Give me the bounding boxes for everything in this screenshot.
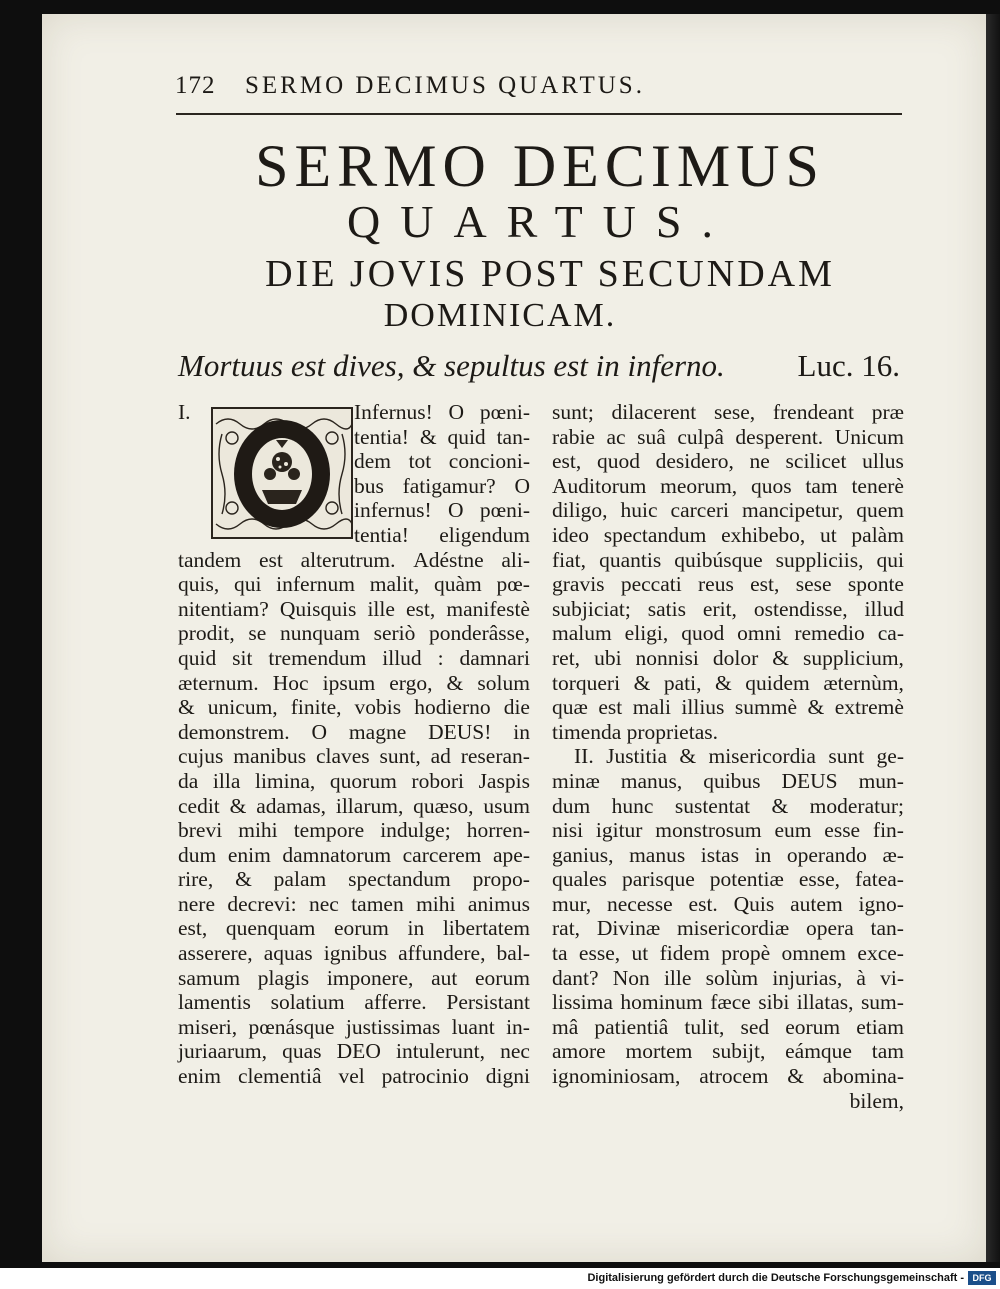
text-line: infernus! O pœni-	[354, 498, 530, 523]
epigraph-reference: Luc. 16.	[797, 348, 900, 383]
page-number: 172	[175, 72, 216, 99]
text-line: rire, & palam spectandum propo-	[178, 867, 530, 892]
text-line: torqueri & pati, & quidem æternùm,	[552, 670, 904, 695]
sermon-subtitle-line-1: DIE JOVIS POST SECUNDAM	[265, 253, 835, 295]
text-line: cedit & adamas, illarum, quæso, usum	[178, 793, 530, 818]
running-head	[175, 72, 775, 104]
text-line: nere decrevi: nec tamen mihi animus	[178, 891, 530, 916]
text-line: dum enim damnatorum carcerem ape-	[178, 842, 530, 867]
text-line: samum plagis imponere, aut eorum	[178, 965, 530, 990]
text-line: ret, ubi nonnisi dolor & supplicium,	[552, 645, 904, 670]
footer-credit: Digitalisierung gefördert durch die Deutsche Forschungsgemeinschaft -	[587, 1272, 964, 1284]
text-line: mâ patientiâ tulit, sed eorum etiam	[552, 1014, 904, 1039]
text-line: subjiciat; satis erit, ostendisse, illud	[552, 596, 904, 621]
text-line: & unicum, finite, vobis hodierno die	[178, 695, 530, 720]
text-line: rat, Divinæ misericordiæ opera tan-	[552, 916, 904, 941]
right-column	[552, 400, 904, 1113]
text-line: nitentiam? Quisquis ille est, manifestè	[178, 596, 530, 621]
text-line: Infernus! O pœni-	[354, 400, 530, 424]
text-line: ignominiosam, atrocem & abomina-	[552, 1064, 904, 1089]
text-line: Auditorum meorum, quos tam tenerè	[552, 473, 904, 498]
text-line: est, quenquam eorum in libertatem	[178, 916, 530, 941]
text-line: quid sit tremendum illud : damnari	[178, 645, 530, 670]
text-line: dem tot concioni-	[354, 449, 530, 474]
text-line: diligo, huic carceri mancipetur, quem	[552, 498, 904, 523]
text-line: dum hunc sustentat & moderatur;	[552, 793, 904, 818]
text-line: bus fatigamur? O	[354, 473, 530, 498]
text-line: da illa limina, quorum robori Jaspis	[178, 768, 530, 793]
text-line: asserere, aquas ignibus affundere, bal-	[178, 941, 530, 966]
text-line: æternum. Hoc ipsum ergo, & solum	[178, 670, 530, 695]
text-line: rabie ac suâ culpâ desperent. Unicum	[552, 424, 904, 449]
left-column	[178, 400, 530, 1089]
text-line: malum eligi, quod omni remedio ca-	[552, 621, 904, 646]
text-line: nisi igitur monstrosum eum esse fin-	[552, 818, 904, 843]
text-line: lamentis solatium afferre. Persistant	[178, 990, 530, 1015]
text-line: quales parisque potentiæ esse, fatea-	[552, 867, 904, 892]
text-line: ideo spectandum exhibebo, ut palàm	[552, 522, 904, 547]
text-line: cujus manibus claves sunt, ad reseran-	[178, 744, 530, 769]
text-line: ganius, manus istas in operando æ-	[552, 842, 904, 867]
text-line: quis, qui infernum malit, quàm pœ-	[178, 572, 530, 597]
text-line: juriaarum, quas DEO intulerunt, nec	[178, 1039, 530, 1064]
running-title: SERMO DECIMUS QUARTUS.	[245, 72, 645, 99]
text-line: tentia! & quid tan-	[354, 424, 530, 449]
text-line: amore mortem subijt, eámque tam	[552, 1039, 904, 1064]
text-line: tentia! eligendum	[354, 522, 530, 547]
text-line: demonstrem. O magne DEUS! in	[178, 719, 530, 744]
text-line: est, quod desidero, ne scilicet ullus	[552, 449, 904, 474]
text-line: timenda proprietas.	[552, 719, 718, 744]
text-line: enim clementiâ vel patrocinio digni	[178, 1064, 530, 1089]
epigraph-text: Mortuus est dives, & sepultus est in inferno.	[178, 348, 725, 383]
text-line: sunt; dilacerent sese, frendeant præ	[552, 400, 904, 424]
text-line: mur, necesse est. Quis autem igno-	[552, 891, 904, 916]
section-number: I.	[178, 400, 191, 424]
text-line: II. Justitia & misericordia sunt ge-	[574, 744, 904, 769]
text-line: minæ manus, quibus DEUS mun-	[552, 768, 904, 793]
text-line: dant? Non ille solùm injurias, à vi-	[552, 965, 904, 990]
text-line: brevi mihi tempore indulge; horren-	[178, 818, 530, 843]
text-line: lissima hominum fæce sibi illatas, sum-	[552, 990, 904, 1015]
text-line: fiat, quantis quibúsque suppliciis, qui	[552, 547, 904, 572]
epigraph	[178, 348, 908, 388]
page-edge-shadow	[986, 14, 1000, 1262]
text-line: ta esse, ut fidem propè omnem exce-	[552, 941, 904, 966]
text-line: prodit, se nunquam seriò ponderâsse,	[178, 621, 530, 646]
text-line: quæ est mali illius summè & extremè	[552, 695, 904, 720]
text-line: tandem est alterutrum. Adéstne ali-	[178, 547, 530, 572]
sermon-title-line-2: QUARTUS.	[347, 196, 733, 247]
dfg-logo-icon: DFG	[968, 1271, 996, 1285]
text-line: bilem,	[849, 1088, 904, 1113]
text-line: gravis peccati reus est, sese sponte	[552, 572, 904, 597]
text-line: miseri, pœnásque justissimas luant in-	[178, 1014, 530, 1039]
header-rule	[176, 113, 902, 115]
sermon-subtitle-line-2: DOMINICAM.	[383, 297, 617, 334]
sermon-title-line-1: SERMO DECIMUS	[255, 133, 825, 199]
